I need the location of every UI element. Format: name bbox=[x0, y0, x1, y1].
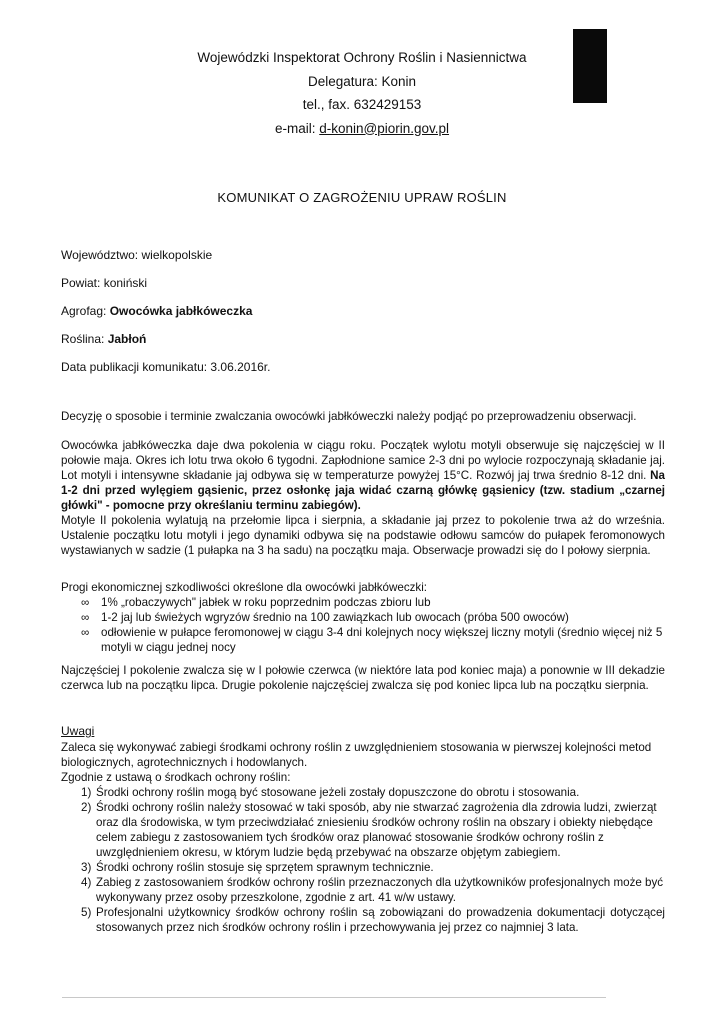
list-item bbox=[61, 610, 665, 625]
county-value: koniński bbox=[103, 276, 148, 290]
biology-text-2: Motyle II pokolenia wylatują na przełomie lipca i sierpnia, a składanie jaj przez to pokolenie trwa aż do września. Ustalenie początku lotu motyli i jego dynamiki odbywa się na podstawie odłowu samców do pułapek feromonowych wystawianych w sadzie (1 pułapka na 3 ha sadu) na początku maja. Obserwacje prowadzi się do I połowy sierpnia. bbox=[61, 514, 665, 557]
phone: tel., fax. 632429153 bbox=[302, 97, 422, 112]
biology-bold-text: Na 1-2 dni przed wylęgiem gąsienic, przez osłonkę jaja widać czarną główkę gąsienicy (tzw. stadium „czarnej główki" - pomocne przy określaniu terminu zabiegów). bbox=[61, 469, 665, 512]
email-link[interactable]: d-konin@piorin.gov.pl bbox=[319, 120, 450, 136]
pest-value: Owocówka jabłkóweczka bbox=[109, 304, 253, 318]
item-number: 3) bbox=[81, 861, 92, 874]
threshold-text: 1-2 jaj lub świeżych wgryzów średnio na 100 zawiązkach lub owocach (próba 500 owoców) bbox=[101, 611, 569, 624]
threshold-text: odłowienie w pułapce feromonowej w ciągu 3-4 dni kolejnych nocy większej liczny motyli (średnio więcej niż 5 motyli w ciągu jednej nocy bbox=[101, 626, 663, 654]
item-number: 4) bbox=[81, 876, 92, 889]
item-number: 2) bbox=[81, 801, 92, 814]
item-text: Profesjonalni użytkownicy środków ochrony roślin są zobowiązani do prowadzenia dokumentacji dotyczącej stosowanych przez nich środków ochrony roślin i przechowywania jej przez co najmniej 3 lata. bbox=[96, 906, 665, 934]
list-item bbox=[61, 905, 665, 935]
document-title: KOMUNIKAT O ZAGROŻENIU UPRAW ROŚLIN bbox=[217, 190, 507, 205]
date-row bbox=[61, 360, 270, 388]
item-text: Zabieg z zastosowaniem środków ochrony roślin przeznaczonych dla użytkowników profesjonalnych może być wykonywany przez osoby przeszkolone, zgodnie z art. 41 w/w ustawy. bbox=[96, 876, 664, 904]
voivodeship-value: wielkopolskie bbox=[141, 248, 213, 262]
item-text: Środki ochrony roślin stosuje się sprzętem sprawnym technicznie. bbox=[96, 861, 434, 874]
branch-name: Delegatura: Konin bbox=[307, 73, 417, 89]
threshold-text: 1% „robaczywych" jabłek w roku poprzednim podczas zbioru lub bbox=[101, 596, 431, 609]
notes-intro: Zaleca się wykonywać zabiegi środkami ochrony roślin z uwzględnieniem stosowania w pierwszej kolejności metod biologicznych, agrotechnicznych i hodowlanych. bbox=[61, 741, 652, 769]
list-item bbox=[61, 785, 665, 800]
infinity-bullet-icon: ∞ bbox=[81, 626, 90, 639]
date-value: 3.06.2016r. bbox=[210, 360, 271, 374]
intro-paragraph: Decyzję o sposobie i terminie zwalczania owocówki jabłkóweczki należy podjąć po przeprowadzeniu obserwacji. bbox=[61, 410, 637, 423]
list-item bbox=[61, 860, 665, 875]
biology-text: Owocówka jabłkóweczka daje dwa pokolenia w ciągu roku. Początek wylotu motyli obserwuje się najczęściej w II połowie maja. Okres ich lotu trwa około 6 tygodni. Zapłodnione samice 2-3 dni po wylocie rozpoczynają składanie jaj. Lot motyli i intensywne składanie jaj odbywa się w temperaturze powyżej 15°C. Rozwój jaj trwa średnio 8-12 dni. bbox=[61, 439, 665, 482]
footer-divider bbox=[62, 997, 606, 998]
pest-label: Agrofag: bbox=[61, 304, 110, 318]
law-list bbox=[61, 785, 665, 935]
infinity-bullet-icon: ∞ bbox=[81, 596, 90, 609]
voivodeship-row bbox=[61, 248, 270, 276]
thresholds-list bbox=[61, 595, 665, 655]
plant-row bbox=[61, 332, 270, 360]
item-number: 1) bbox=[81, 786, 92, 799]
email-line bbox=[0, 121, 724, 145]
notes-section bbox=[61, 740, 665, 935]
control-paragraph: Najczęściej I pokolenie zwalcza się w I połowie czerwca (w niektóre lata pod koniec maja) a ponownie w III dekadzie czerwca lub na początku lipca. Drugie pokolenie najczęściej zwalcza się pod koniec lipca lub na początku sierpnia. bbox=[61, 664, 665, 692]
meta-block bbox=[61, 248, 270, 388]
thresholds-heading: Progi ekonomicznej szkodliwości określone dla owocówki jabłkóweczki: bbox=[61, 581, 428, 594]
law-intro: Zgodnie z ustawą o środkach ochrony roślin: bbox=[61, 771, 291, 784]
plant-value: Jabłoń bbox=[107, 332, 147, 346]
list-item bbox=[61, 875, 665, 905]
county-row bbox=[61, 276, 270, 304]
pest-row bbox=[61, 304, 270, 332]
biology-paragraph bbox=[61, 438, 665, 558]
voivodeship-label: Województwo: bbox=[61, 248, 142, 262]
list-item bbox=[61, 625, 665, 655]
institution-name: Wojewódzki Inspektorat Ochrony Roślin i Nasiennictwa bbox=[197, 50, 527, 65]
header bbox=[0, 50, 724, 144]
email-label: e-mail: bbox=[274, 120, 320, 136]
county-label: Powiat: bbox=[61, 276, 104, 290]
notes-heading: Uwagi bbox=[61, 724, 95, 738]
infinity-bullet-icon: ∞ bbox=[81, 611, 90, 624]
item-text: Środki ochrony roślin należy stosować w taki sposób, aby nie stwarzać zagrożenia dla zdrowia ludzi, zwierząt oraz dla środowiska, w tym przeciwdziałać zniesieniu środków ochrony roślin na obszary i obiekty niebędące celem zabiegu z zastosowaniem tych środków oraz planować stosowanie środków ochrony roślin z uwzględnieniem okresu, w którym ludzie będą przebywać na obszarze objętym zabiegiem. bbox=[96, 801, 657, 859]
item-text: Środki ochrony roślin mogą być stosowane jeżeli zostały dopuszczone do obrotu i stosowania. bbox=[96, 786, 580, 799]
list-item bbox=[61, 800, 665, 860]
list-item bbox=[61, 595, 665, 610]
date-label: Data publikacji komunikatu: bbox=[61, 360, 211, 374]
thresholds-section bbox=[61, 580, 665, 655]
item-number: 5) bbox=[81, 906, 92, 919]
plant-label: Roślina: bbox=[61, 332, 108, 346]
